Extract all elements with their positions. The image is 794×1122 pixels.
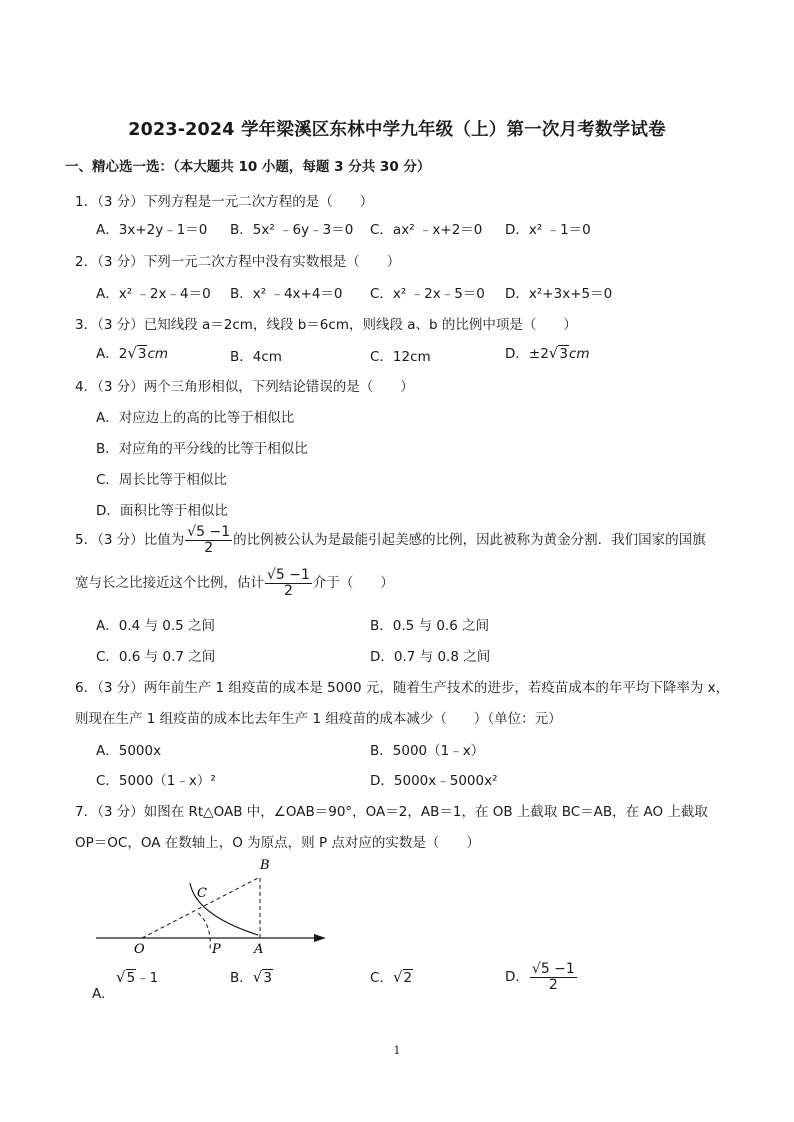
question-6-line-1: 6．（3 分）两年前生产 1 组疫苗的成本是 5000 元，随着生产技术的进步，若疫苗成本的年平均下降率为 x， bbox=[75, 680, 730, 696]
arc-op bbox=[198, 913, 210, 950]
question-2: 2．（3 分）下列一元二次方程中没有实数根是（ ） bbox=[75, 254, 401, 270]
q7-option-b: B．√3 bbox=[230, 968, 272, 986]
q7-option-d: D． $\frac{√5 -1}{2}$ bbox=[505, 961, 575, 993]
q5-option-c: C．0.6 与 0.7 之间 bbox=[96, 649, 216, 665]
question-7-line-2: OP＝OC，OA 在数轴上，O 为原点，则 P 点对应的实数是（ ） bbox=[75, 835, 480, 851]
q7-number-line-figure bbox=[90, 855, 330, 960]
q2-option-a: A．x² ﹣2x﹣4＝0 bbox=[96, 286, 211, 302]
q5-option-a: A．0.4 与 0.5 之间 bbox=[96, 618, 216, 634]
q7-option-c: C．√2 bbox=[370, 968, 413, 986]
q1-option-b: B．5x² ﹣6y﹣3＝0 bbox=[230, 222, 354, 238]
q3-option-b: B．4cm bbox=[230, 349, 282, 365]
golden-ratio-fraction-2: $\frac{√5 -1}{2}$ bbox=[267, 567, 310, 599]
question-6-line-2: 则现在生产 1 组疫苗的成本比去年生产 1 组疫苗的成本减少（ ）（单位：元） bbox=[75, 711, 562, 727]
label-p: P bbox=[212, 942, 221, 957]
question-3: 3．（3 分）已知线段 a＝2cm，线段 b＝6cm，则线段 a、b 的比例中项是（ ） bbox=[75, 317, 577, 333]
q2-option-b: B．x² ﹣4x+4＝0 bbox=[230, 286, 343, 302]
label-c: C bbox=[197, 886, 207, 901]
q6-option-c: C．5000（1﹣x）² bbox=[96, 773, 216, 789]
q3-option-d: D．±2√3cm bbox=[505, 344, 590, 362]
label-a: A bbox=[254, 942, 264, 957]
axis-arrow bbox=[314, 934, 326, 942]
q5-option-b: B．0.5 与 0.6 之间 bbox=[370, 618, 490, 634]
label-o: O bbox=[134, 942, 145, 957]
q4-option-c: C．周长比等于相似比 bbox=[96, 472, 227, 488]
q6-option-a: A．5000x bbox=[96, 743, 162, 759]
q5-option-d: D．0.7 与 0.8 之间 bbox=[370, 649, 491, 665]
q2-option-c: C．x² ﹣2x﹣5＝0 bbox=[370, 286, 485, 302]
golden-ratio-fraction: $\frac{√5 -1}{2}$ bbox=[187, 524, 231, 556]
question-5-line-1: 5．（3 分）比值为 $\frac{√5 -1}{2}$ 的比例被公认为是最能引起美感的比例，因此被称为黄金分割．我们国家的国旗 bbox=[75, 524, 706, 556]
question-4: 4．（3 分）两个三角形相似，下列结论错误的是（ ） bbox=[75, 379, 414, 395]
q7-option-a-label: A. bbox=[92, 986, 106, 1002]
q4-option-a: A．对应边上的高的比等于相似比 bbox=[96, 410, 295, 426]
q1-option-a: A．3x+2y﹣1＝0 bbox=[96, 222, 208, 238]
q4-option-d: D．面积比等于相似比 bbox=[96, 503, 228, 519]
question-5-line-2: 宽与长之比接近这个比例，估计 $\frac{√5 -1}{2}$ 介于（ ） bbox=[75, 567, 394, 599]
question-1: 1．（3 分）下列方程是一元二次方程的是（ ） bbox=[75, 194, 374, 210]
q6-option-d: D．5000x﹣5000x² bbox=[370, 773, 498, 789]
q7-option-a: √5﹣1 bbox=[116, 968, 159, 986]
q1-option-d: D．x² ﹣1＝0 bbox=[505, 222, 591, 238]
page-number: 1 bbox=[393, 1044, 401, 1057]
q6-option-b: B．5000（1﹣x） bbox=[370, 743, 485, 759]
q3-option-a: A．2√3cm bbox=[96, 344, 169, 362]
label-b: B bbox=[260, 858, 270, 873]
section-heading: 一、精心选一选：（本大题共 10 小题，每题 3 分共 30 分） bbox=[65, 159, 431, 175]
q4-option-b: B．对应角的平分线的比等于相似比 bbox=[96, 441, 308, 457]
q2-option-d: D．x²+3x+5＝0 bbox=[505, 286, 613, 302]
question-7-line-1: 7．（3 分）如图在 Rt△OAB 中，∠OAB＝90°，OA＝2，AB＝1，在 OB 上截取 BC＝AB，在 AO 上截取 bbox=[75, 804, 708, 820]
q1-option-c: C．ax² ﹣x+2＝0 bbox=[370, 222, 483, 238]
page-title: 2023-2024 学年梁溪区东林中学九年级（上）第一次月考数学试卷 bbox=[128, 120, 666, 140]
q3-option-c: C．12cm bbox=[370, 349, 431, 365]
